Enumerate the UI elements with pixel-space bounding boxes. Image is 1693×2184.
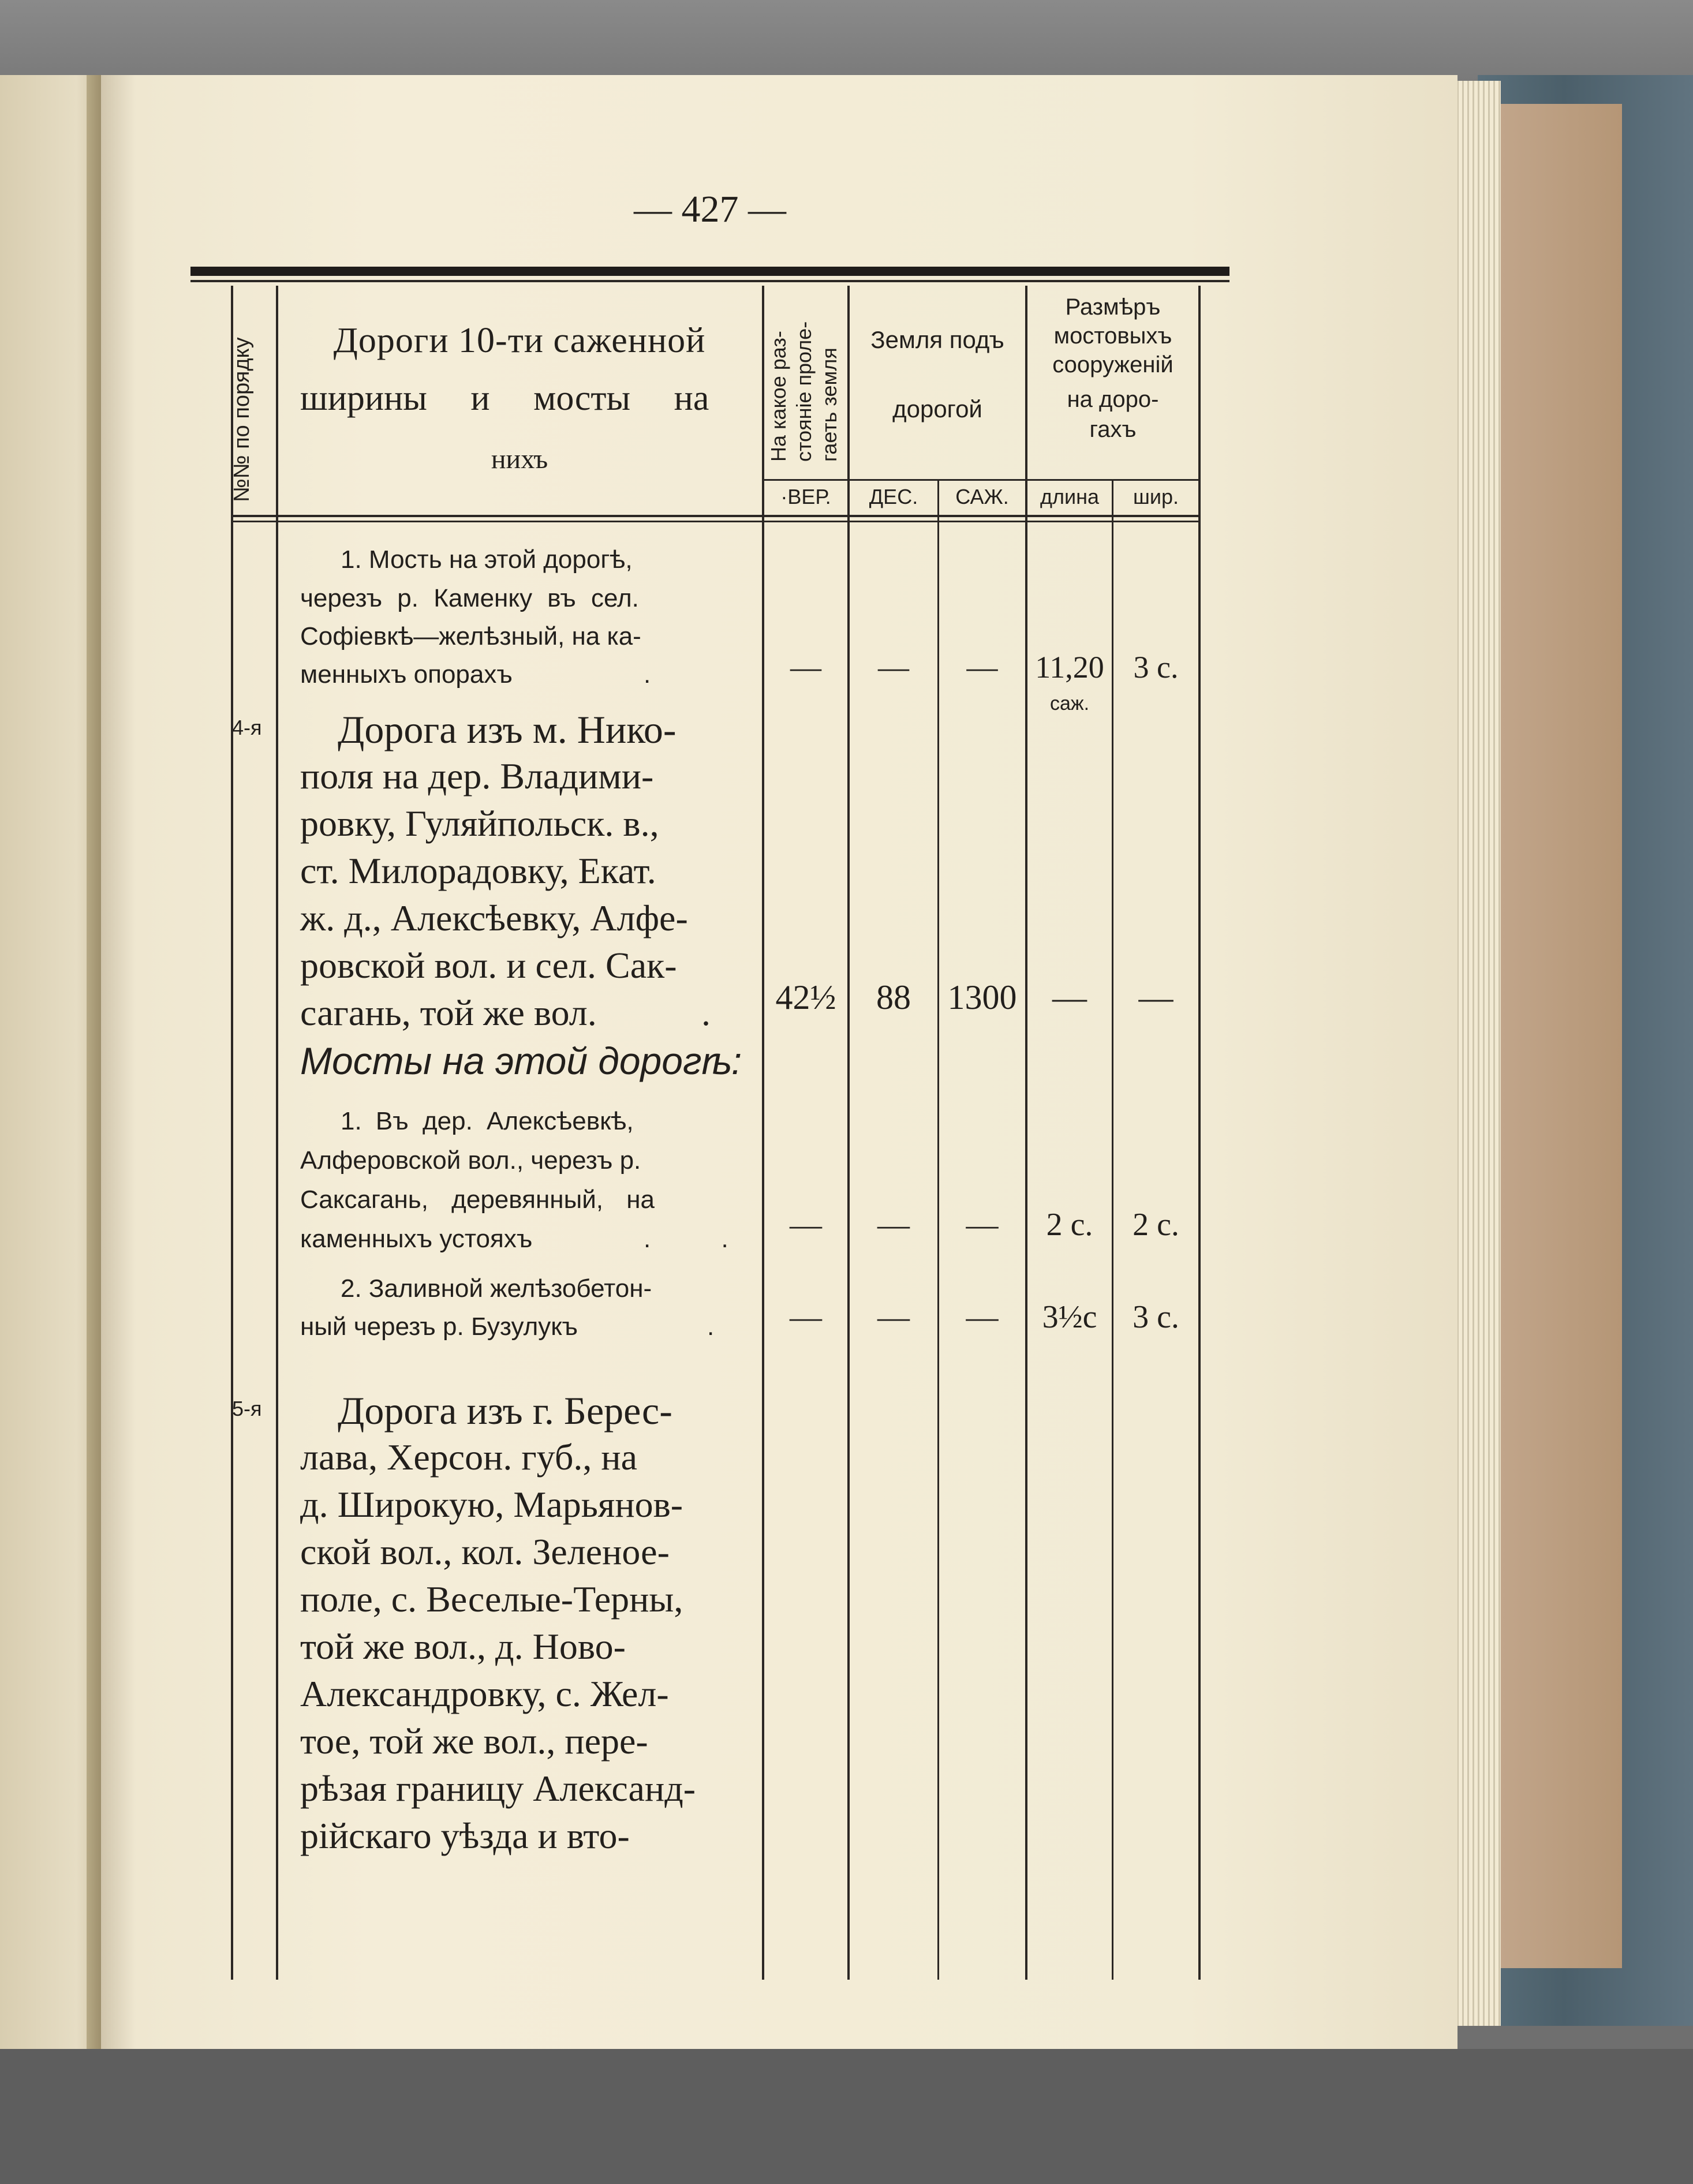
- road5-line5: поле, с. Веселые-Терны,: [300, 1579, 683, 1620]
- photo-backdrop-bottom: [0, 2049, 1693, 2184]
- road4-sazh: 1300: [947, 978, 1017, 1016]
- page-number: — 427 —: [634, 188, 786, 230]
- unit-ver: ·ВЕР.: [780, 485, 831, 508]
- road4-line6: ровской вол. и сел. Сак-: [300, 945, 677, 986]
- bridge4-1-ver: —: [790, 1207, 822, 1243]
- bridge4-1-line3: Саксагань, деревянный, на: [300, 1186, 655, 1214]
- header-bottom-rule-2: [231, 521, 1201, 522]
- bridge1-width: 3 с.: [1133, 650, 1179, 685]
- bridge1-line4: менныхъ опорахъ: [300, 660, 513, 689]
- gutter-shadow: [101, 75, 136, 2049]
- bridge4-1-sazh: —: [966, 1207, 999, 1243]
- unit-width: шир.: [1133, 485, 1179, 508]
- table-border-left: [231, 286, 233, 1980]
- bridge4-2-dots: .: [707, 1312, 715, 1341]
- top-rule: [190, 267, 1229, 276]
- bridge1-des: —: [878, 650, 909, 685]
- bridge4-1-dots: . .: [644, 1225, 728, 1253]
- bridge4-1-des: —: [877, 1207, 910, 1243]
- road5-line2: лава, Херсон. губ., на: [300, 1437, 638, 1478]
- top-rule-thin: [190, 280, 1229, 282]
- road4-number: 4-я: [232, 716, 262, 739]
- bridges-heading: Мосты на этой дорогѣ:: [300, 1039, 742, 1082]
- bridge4-2-length: 3½с: [1042, 1299, 1097, 1335]
- bridge4-1-length: 2 с.: [1046, 1207, 1093, 1243]
- bridge4-1-width: 2 с.: [1133, 1207, 1179, 1243]
- bridge4-2-line2: ный черезъ р. Бузулукъ: [300, 1312, 578, 1341]
- units-row-top: [762, 479, 1201, 481]
- bridge1-line3: Софіевкѣ—желѣзный, на ка-: [300, 622, 641, 650]
- bridge4-2-line1: 2. Заливной желѣзобетон-: [341, 1274, 652, 1303]
- header-distance-line2: стояніе проле-: [792, 321, 816, 462]
- bridge1-length: 11,20: [1035, 650, 1104, 685]
- header-land-line1: Земля подъ: [870, 326, 1004, 353]
- unit-length: длина: [1040, 485, 1100, 508]
- col-divider-order: [276, 286, 278, 1980]
- road5-line4: ской вол., кол. Зеленое-: [300, 1531, 670, 1572]
- header-bridges-line1: Размѣръ: [1065, 294, 1161, 320]
- road4-des: 88: [876, 978, 911, 1016]
- bridge4-2-ver: —: [790, 1299, 822, 1335]
- cover-board: [1501, 104, 1622, 1968]
- header-distance-line1: На какое раз-: [767, 331, 790, 462]
- bridge1-line2: черезъ р. Каменку въ сел.: [300, 584, 639, 612]
- road5-line6: той же вол., д. Ново-: [300, 1626, 626, 1667]
- unit-des: ДЕС.: [869, 485, 918, 508]
- header-bridges-line5: гахъ: [1089, 417, 1137, 442]
- road4-ver: 42½: [775, 978, 836, 1016]
- road4-line2: поля на дер. Владими-: [300, 756, 654, 796]
- road4-dots: .: [701, 992, 711, 1033]
- bridge4-2-sazh: —: [966, 1299, 999, 1335]
- bridge1-dots: .: [644, 660, 651, 689]
- bridge4-1-line1: 1. Въ дер. Алексѣевкѣ,: [341, 1107, 634, 1135]
- header-bridges-line2: мостовыхъ: [1053, 323, 1172, 349]
- bridge1-length-unit: саж.: [1049, 693, 1090, 715]
- header-bridges-line4: на доро-: [1067, 387, 1159, 412]
- bridge4-2-width: 3 с.: [1133, 1299, 1179, 1335]
- bridge4-2-des: —: [877, 1299, 910, 1335]
- bridge1-sazh: —: [966, 650, 998, 685]
- road5-line10: рійскаго уѣзда и вто-: [300, 1815, 630, 1856]
- road5-line8: тое, той же вол., пере-: [300, 1721, 648, 1762]
- road5-line9: рѣзая границу Александ-: [300, 1768, 696, 1809]
- road4-line7: сагань, той же вол.: [300, 992, 597, 1033]
- bridge4-1-line4: каменныхъ устояхъ: [300, 1225, 533, 1253]
- col-divider-roads: [762, 286, 764, 1980]
- table-border-right: [1198, 286, 1201, 1980]
- col-divider-land: [1025, 286, 1027, 1980]
- road4-line1: Дорога изъ м. Нико-: [338, 708, 677, 751]
- road5-line3: д. Широкую, Марьянов-: [300, 1484, 683, 1525]
- road5-number: 5-я: [232, 1397, 262, 1420]
- unit-sazh: САЖ.: [955, 485, 1009, 508]
- header-bottom-rule: [231, 515, 1201, 517]
- col-divider-distance: [847, 286, 850, 1980]
- road5-line1: Дорога изъ г. Берес-: [338, 1389, 672, 1433]
- header-roads-line3: нихъ: [491, 444, 548, 474]
- header-bridges-line3: сооруженій: [1052, 352, 1173, 377]
- header-land-line2: дорогой: [892, 395, 982, 422]
- road4-length: —: [1052, 978, 1087, 1016]
- road4-line5: ж. д., Алексѣевку, Алфе-: [300, 897, 688, 938]
- header-order-number: №№ по порядку: [230, 337, 254, 502]
- bridge1-ver: —: [790, 650, 821, 685]
- road4-line4: ст. Милорадовку, Екат.: [300, 850, 656, 891]
- road5-line7: Александровку, с. Жел-: [300, 1673, 669, 1714]
- road4-line3: ровку, Гуляйпольск. в.,: [300, 803, 659, 844]
- bridge1-line1: 1. Мость на этой дорогѣ,: [341, 545, 633, 574]
- header-roads-line2: ширины и мосты на: [300, 379, 709, 418]
- header-roads-line1: Дороги 10-ти саженной: [333, 321, 706, 360]
- bridge4-1-line2: Алферовской вол., черезъ р.: [300, 1146, 641, 1175]
- photo-backdrop: [0, 0, 1693, 81]
- road4-width: —: [1138, 978, 1173, 1016]
- header-distance-line3: гаеть земля: [817, 347, 841, 462]
